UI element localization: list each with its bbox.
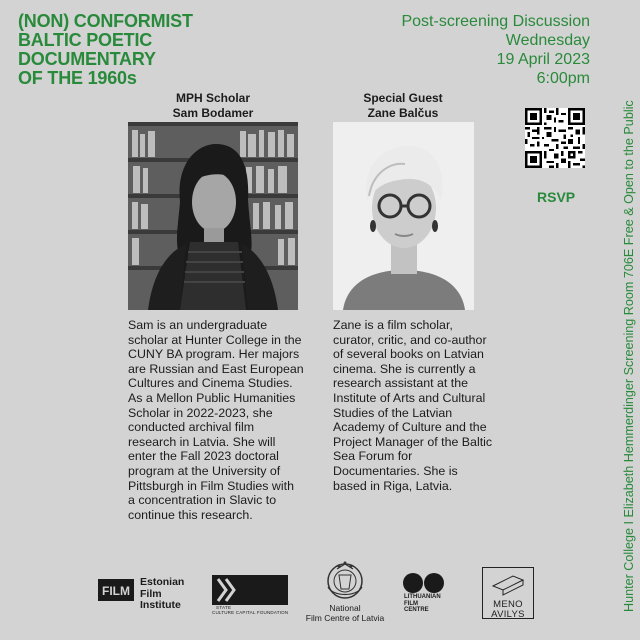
speaker1-photo	[128, 122, 298, 310]
speaker2-role: Special Guest	[363, 91, 443, 105]
speaker1-role: MPH Scholar	[175, 91, 250, 105]
efi-mark-icon	[98, 579, 134, 601]
nfc-name	[295, 604, 395, 623]
speaker1-bio: Sam is an undergraduate scholar at Hunter College in the CUNY BA program. Her majors are Russian and East European Cultures and Cinema Studies. As a Mellon Public Humanities Scholar in 2022-2023, she conducted archival film research in Latvia. She will enter the Fall 2023 doctoral program at the University of Pittsburgh in Film Studies with a concentration in Slavic to continue this research.	[128, 318, 304, 522]
speaker1-heading	[128, 91, 298, 121]
event-date: 19 April 2023	[496, 51, 590, 68]
title-line: DOCUMENTARY	[18, 49, 156, 69]
efi-line: Institute	[140, 599, 181, 611]
speaker2-bio: Zane is a film scholar, curator, critic, and co-author of several books on Latvian cinema. She is currently a research assistant at the Institute of Arts and Cultural Studies of the Latvian Academy of Culture and the Project Manager of the Baltic Sea Forum for Documentaries. She is based in Riga, Latvia.	[333, 318, 493, 493]
event-type: Post-screening Discussion	[401, 13, 590, 30]
meno-name	[483, 600, 533, 620]
lfc-line: CENTRE	[404, 607, 429, 613]
estonian-film-institute-logo	[98, 575, 208, 611]
national-film-centre-latvia-logo	[295, 561, 395, 627]
latvia-coat-of-arms-icon	[295, 561, 395, 603]
title-line: OF THE 1960s	[18, 68, 137, 88]
event-day: Wednesday	[505, 32, 590, 49]
meno-line: MENO	[493, 599, 523, 610]
meno-avilys-logo	[482, 567, 534, 619]
meno-avilys-mark-icon	[483, 568, 533, 598]
nfc-line: National	[329, 603, 361, 613]
qr-code-icon[interactable]	[525, 108, 585, 168]
lithuanian-film-centre-logo	[402, 572, 452, 617]
efi-mark-text: FILM	[102, 584, 130, 598]
meno-line: AVILYS	[491, 609, 525, 620]
rsvp-label[interactable]: RSVP	[537, 189, 576, 205]
ccf-state: STATE	[216, 605, 232, 610]
title-line: (NON) CONFORMIST	[18, 11, 193, 31]
venue-info: Hunter College I Elizabeth Hemmerdinger Screening Room 706E Free & Open to the Public	[622, 100, 636, 612]
event-title	[18, 12, 248, 88]
title-line: BALTIC POETIC	[18, 30, 153, 50]
lfc-circles-icon	[402, 572, 452, 594]
efi-name	[140, 577, 184, 612]
speaker1-name: Sam Bodamer	[172, 106, 254, 120]
lfc-line: LITHUANIAN	[404, 594, 441, 600]
culture-capital-foundation-logo	[212, 575, 292, 615]
ccf-mark-icon	[212, 575, 288, 605]
lfc-name	[404, 594, 441, 614]
speaker2-photo	[333, 122, 474, 310]
nfc-line: Film Centre of Latvia	[305, 612, 385, 623]
efi-line: Film	[140, 587, 162, 600]
speaker2-name: Zane Balčus	[367, 106, 439, 120]
lfc-line: FILM	[404, 600, 418, 607]
efi-line: Estonian	[140, 576, 185, 588]
ccf-name: CULTURE CAPITAL FOUNDATION	[212, 610, 289, 615]
event-time: 6:00pm	[536, 70, 590, 87]
event-details	[401, 12, 590, 88]
speaker2-heading	[333, 91, 473, 121]
